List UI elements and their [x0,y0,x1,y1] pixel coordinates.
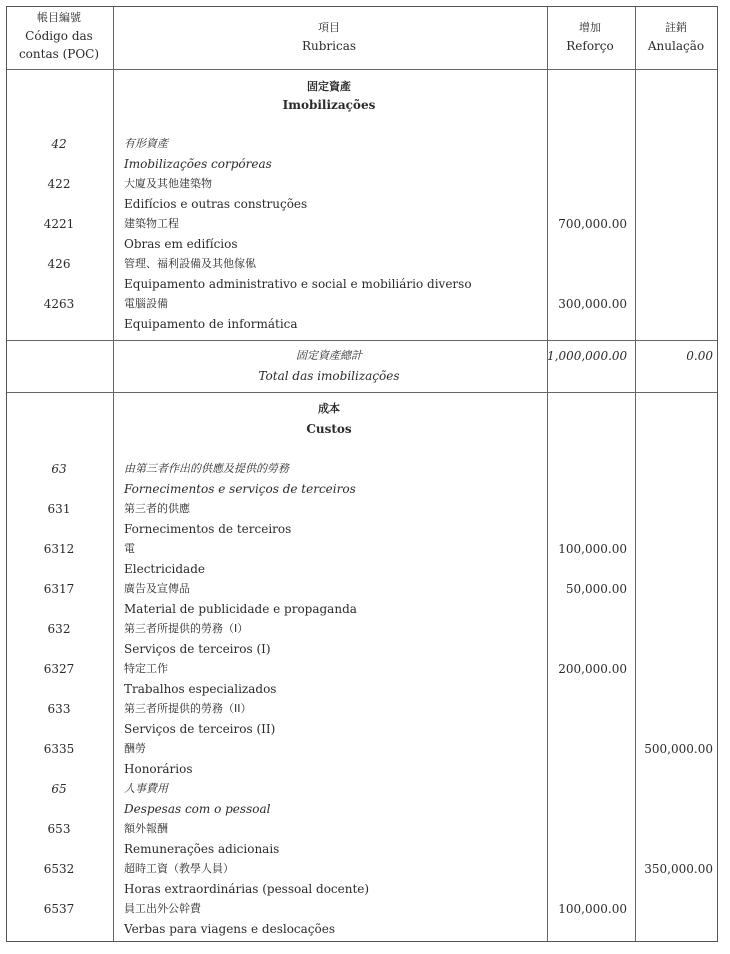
account-code: 632 [47,622,71,636]
rubric-pt: Equipamento administrativo e social e mobiliário diverso [124,277,472,291]
account-code: 42 [51,137,67,151]
rubric-pt: Imobilizações corpóreas [124,157,272,171]
header-rubric-zh: 項目 [318,21,340,34]
account-code: 4221 [43,217,75,231]
header-anulacao-pt: Anulação [647,39,705,53]
rubric-pt: Electricidade [124,562,205,576]
account-code: 6335 [43,742,75,756]
header-divider [7,69,717,70]
rubric-zh: 額外報酬 [124,822,168,835]
rubric-zh: 超時工資（教學人員） [124,862,234,875]
rubric-zh: 電 [124,542,135,555]
section-divider [7,340,717,341]
rubric-zh: 第三者所提供的勞務（II） [124,702,252,715]
account-code: 6317 [43,582,75,596]
rubric-pt: Fornecimentos de terceiros [124,522,292,536]
header-code-pt-line2: contas (POC) [18,47,100,61]
anulacao-amount: 500,000.00 [644,742,713,756]
rubric-zh: 有形資產 [124,137,168,150]
account-code: 6312 [43,542,75,556]
rubric-pt: Serviços de terceiros (II) [124,722,276,736]
header-reforco-zh: 增加 [579,21,601,34]
account-code: 426 [47,257,71,271]
account-code: 653 [47,822,71,836]
reforco-amount: 100,000.00 [558,542,627,556]
account-code: 6532 [43,862,75,876]
header-reforco-pt: Reforço [566,39,614,53]
rubric-zh: 管理、福利設備及其他傢俬 [124,257,256,270]
rubric-pt: Material de publicidade e propaganda [124,602,357,616]
section-divider [7,392,717,393]
total-label-zh: 固定資產總計 [296,349,362,362]
total-label-pt: Total das imobilizações [258,369,400,383]
total-anulacao: 0.00 [686,349,713,363]
account-code: 6327 [43,662,75,676]
reforco-amount: 200,000.00 [558,662,627,676]
rubric-pt: Trabalhos especializados [124,682,277,696]
account-code: 6537 [43,902,75,916]
rubric-zh: 酬勞 [124,742,146,755]
reforco-amount: 300,000.00 [558,297,627,311]
rubric-pt: Remunerações adicionais [124,842,280,856]
section2-title-pt: Custos [306,422,352,436]
section1-title-pt: Imobilizações [282,98,376,112]
account-code: 63 [51,462,67,476]
rubric-pt: Honorários [124,762,193,776]
column-divider [113,7,114,941]
account-code: 633 [47,702,71,716]
anulacao-amount: 350,000.00 [644,862,713,876]
rubric-pt: Despesas com o pessoal [124,802,271,816]
rubric-pt: Serviços de terceiros (I) [124,642,271,656]
reforco-amount: 100,000.00 [558,902,627,916]
account-code: 4263 [43,297,75,311]
rubric-zh: 第三者所提供的勞務（I） [124,622,249,635]
rubric-pt: Equipamento de informática [124,317,298,331]
rubric-zh: 廣告及宣傳品 [124,582,190,595]
reforco-amount: 700,000.00 [558,217,627,231]
rubric-zh: 大廈及其他建築物 [124,177,212,190]
rubric-pt: Verbas para viagens e deslocações [124,922,336,936]
total-reforco: 1,000,000.00 [547,349,628,363]
rubric-pt: Edifícios e outras construções [124,197,308,211]
header-anulacao-zh: 註銷 [665,21,687,34]
reforco-amount: 50,000.00 [565,582,627,596]
rubric-zh: 建築物工程 [124,217,179,230]
rubric-zh: 由第三者作出的供應及提供的勞務 [124,462,289,475]
section2-title-zh: 成本 [318,402,340,415]
rubric-zh: 第三者的供應 [124,502,190,515]
header-code-pt-line1: Código das [25,29,93,43]
budget-table [6,6,718,942]
rubric-zh: 人事費用 [124,782,168,795]
account-code: 65 [51,782,67,796]
rubric-zh: 特定工作 [124,662,168,675]
section1-title-zh: 固定資產 [307,80,351,93]
rubric-pt: Obras em edifícios [124,237,238,251]
header-code-zh: 帳目編號 [37,11,81,24]
rubric-pt: Fornecimentos e serviços de terceiros [124,482,356,496]
account-code: 631 [47,502,71,516]
rubric-zh: 員工出外公幹費 [124,902,201,915]
header-rubric-pt: Rubricas [301,39,357,53]
column-divider [635,7,636,941]
account-code: 422 [47,177,71,191]
rubric-pt: Horas extraordinárias (pessoal docente) [124,882,370,896]
rubric-zh: 電腦設備 [124,297,168,310]
column-divider [547,7,548,941]
